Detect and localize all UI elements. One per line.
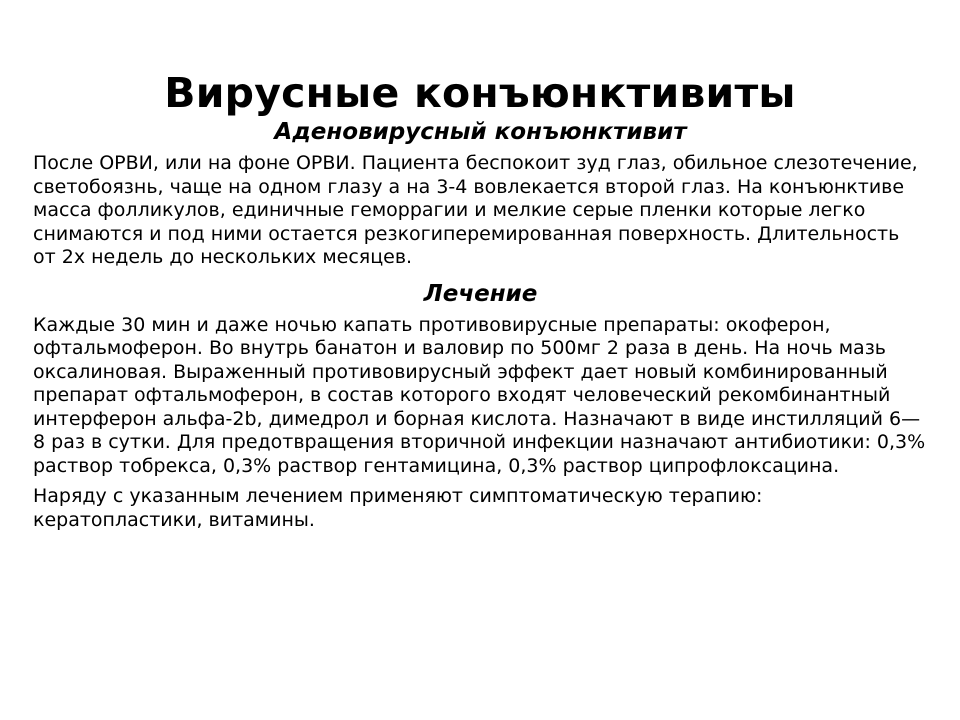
paragraph-symptomatic-therapy: Наряду с указанным лечением применяют симптоматическую терапию: кератопластики, витамины. bbox=[33, 485, 763, 531]
paragraph-treatment: Каждые 30 мин и даже ночью капать противовирусные препараты: окоферон, офтальмоферон. Во внутрь банатон и валовир по 500мг 2 раза в день. На ночь мазь оксалиновая. Выраженный противовирусный эффект дает новый комбинированный препарат офтальмоферон, в состав которого входят человеческий рекомбинантный интерферон альфа-2b, димедрол и борная кислота. Назначают в виде инстилляций 6—8 раз в сутки. Для предотвращения вторичной инфекции назначают антибиотики: 0,3% раствор тобрекса, 0,3% раствор гентамицина, 0,3% раствор ципрофлоксацина. bbox=[33, 313, 926, 477]
section-heading-treatment: Лечение bbox=[423, 280, 538, 307]
section-heading-adenoviral: Аденовирусный конъюнктивит bbox=[274, 119, 687, 145]
slide-content bbox=[33, 117, 928, 532]
paragraph-adenoviral-description: После ОРВИ, или на фоне ОРВИ. Пациента беспокоит зуд глаз, обильное слезотечение, светобоязнь, чаще на одном глазу а на 3-4 вовлекается второй глаз. На конъюнктиве масса фолликулов, единичные геморрагии и мелкие серые пленки которые легко снимаются и под ними остается резкогиперемированная поверхность. Длительность от 2х недель до нескольких месяцев. bbox=[33, 152, 918, 268]
slide-title: Вирусные конъюнктивиты bbox=[164, 69, 796, 118]
